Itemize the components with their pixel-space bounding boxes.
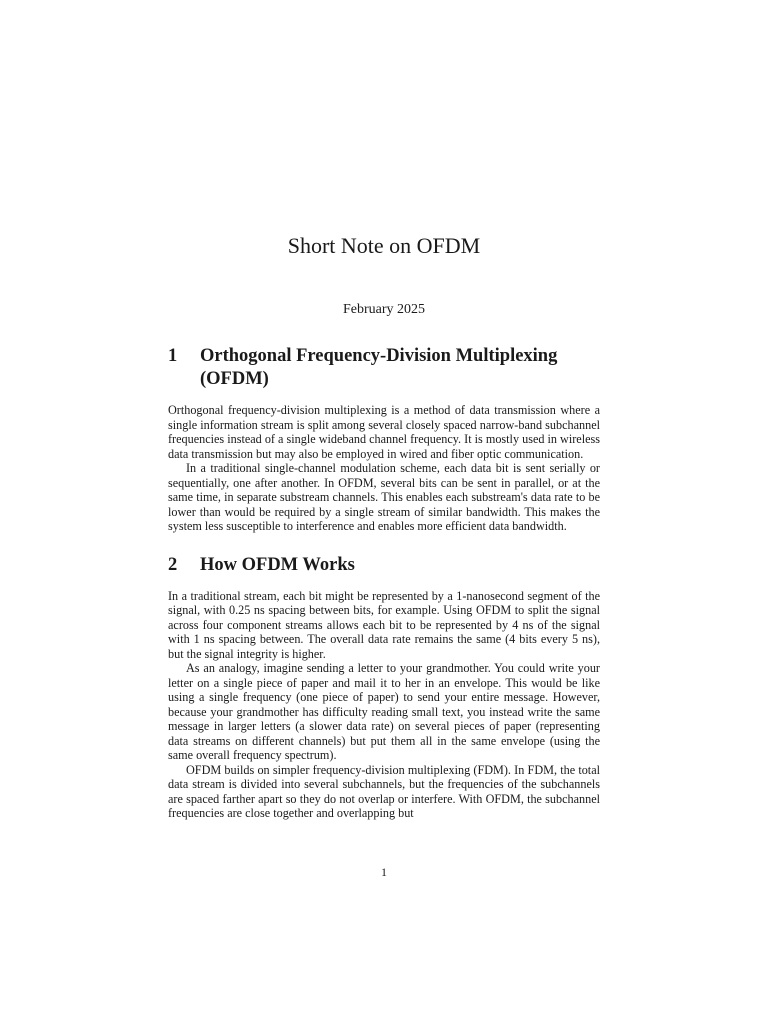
section-number: 2 xyxy=(168,554,178,575)
paragraph: OFDM builds on simpler frequency-division multiplexing (FDM). In FDM, the total data stream is divided into several subchannels, but the frequencies of the subchannels are spaced farther apart so they do not overlap or interfere. With OFDM, the subchannel frequencies are close together and overlapping but xyxy=(168,762,600,820)
paragraph: Orthogonal frequency-division multiplexing is a method of data transmission where a single information stream is split among several closely spaced narrow-band subchannel frequencies instead of a single wideband channel frequency. It is mostly used in wireless data transmission but may also be employed in wired and fiber optic communication. xyxy=(168,403,600,461)
page-number: 1 xyxy=(381,865,387,879)
section-number: 1 xyxy=(168,346,178,366)
document-date: February 2025 xyxy=(342,302,426,317)
document-body xyxy=(168,345,600,821)
paragraph: In a traditional stream, each bit might be represented by a 1-nanosecond segment of the signal, with 0.25 ns spacing between bits, for example. Using OFDM to split the signal across four component streams allows each bit to be represented by 4 ns of the signal with 1 ns spacing between. The overall data rate remains the same (4 bits every 5 ns), but the signal integrity is higher. xyxy=(168,588,600,661)
paragraph: As an analogy, imagine sending a letter to your grandmother. You could write your letter on a single piece of paper and mail it to her in an envelope. This would be like using a single frequency (one piece of paper) to send your entire message. However, because your grandmother has difficulty reading small text, you instead write the same message in larger letters (a slower data rate) on several pieces of paper (representing data streams on different channels) but put them all in the same envelope (using the same overall frequency spectrum). xyxy=(168,661,600,762)
section-title: How OFDM Works xyxy=(200,554,355,575)
section-heading-1 xyxy=(168,345,600,391)
section-heading-2 xyxy=(168,554,600,577)
section-title: Orthogonal Frequency-Division Multiplexing (OFDM) xyxy=(200,346,558,389)
paragraph: In a traditional single-channel modulation scheme, each data bit is sent serially or sequentially, one after another. In OFDM, several bits can be sent in parallel, or at the same time, in separate substream channels. This enables each substream's data rate to be lower than would be required by a single stream of similar bandwidth. This makes the system less susceptible to interference and enables more efficient data bandwidth. xyxy=(168,461,600,533)
document-title: Short Note on OFDM xyxy=(287,233,481,258)
